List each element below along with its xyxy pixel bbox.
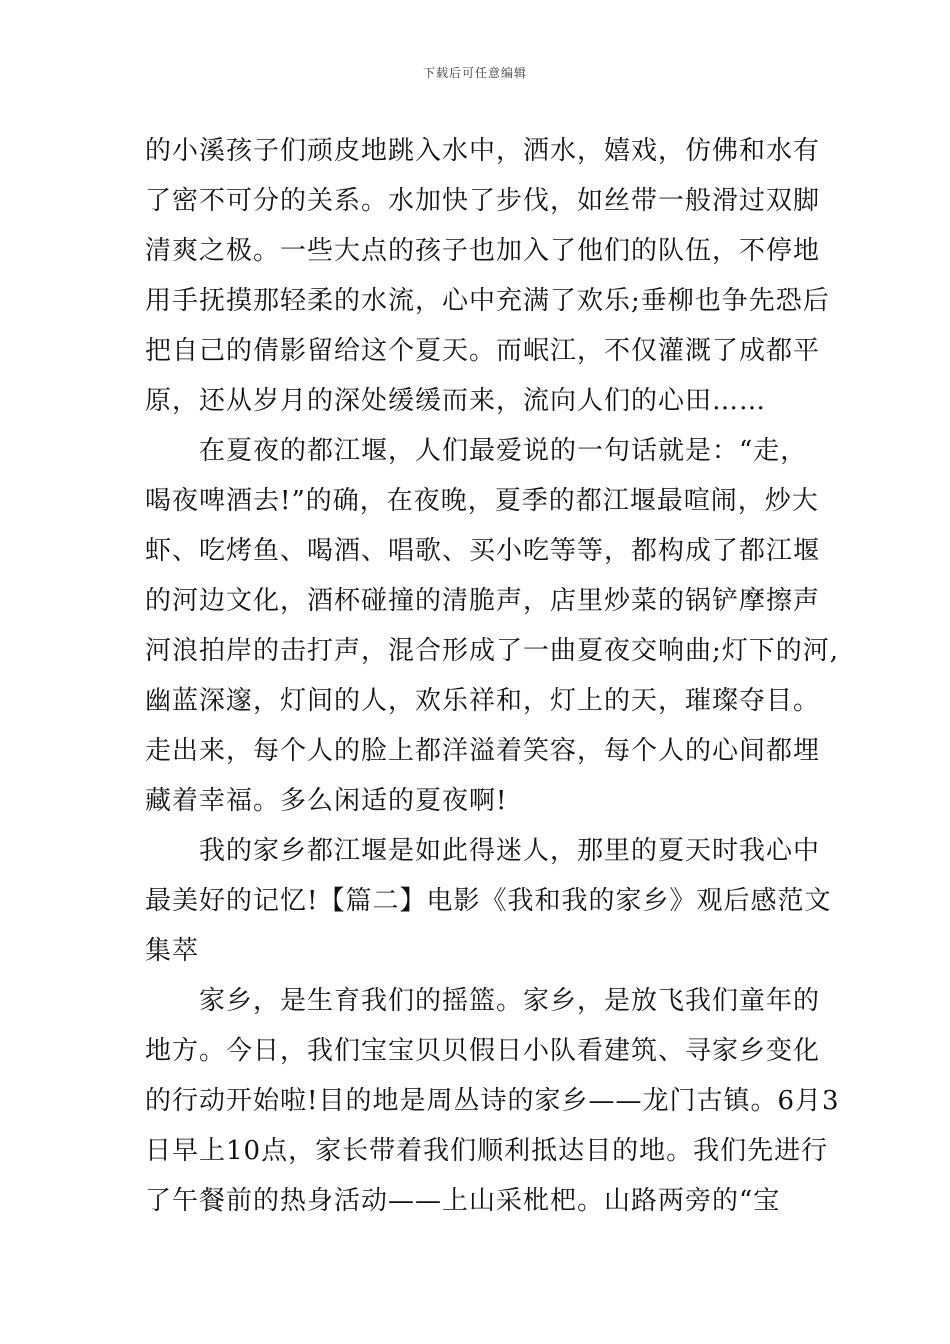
text-line: 日早上10点，家长带着我们顺利抵达目的地。我们先进行 [145,1136,829,1166]
text-line: 藏着幸福。多么闲适的夏夜啊! [145,786,508,816]
text-line: 用手抚摸那轻柔的水流，心中充满了欢乐;垂柳也争先恐后 [145,286,830,316]
text-line: 河浪拍岸的击打声，混合形成了一曲夏夜交响曲;灯下的河, [145,636,840,666]
text-line: 了午餐前的热身活动——上山采枇杷。山路两旁的“宝 [145,1186,781,1216]
text-line: 把自己的倩影留给这个夏天。而岷江，不仅灌溉了成都平 [145,336,821,366]
text-line: 的行动开始啦!目的地是周丛诗的家乡——龙门古镇。6月3 [145,1086,840,1116]
text-line: 地方。今日，我们宝宝贝贝假日小队看建筑、寻家乡变化 [145,1036,821,1066]
text-line: 的小溪孩子们顽皮地跳入水中，洒水，嬉戏，仿佛和水有 [145,136,821,166]
page-header: 下载后可任意编辑 [422,66,527,80]
text-line: 喝夜啤酒去!”的确，在夜晚，夏季的都江堰最喧闹，炒大 [145,486,819,516]
text-line: 虾、吃烤鱼、喝酒、唱歌、买小吃等等，都构成了都江堰 [145,536,821,566]
text-line: 清爽之极。一些大点的孩子也加入了他们的队伍，不停地 [145,236,821,266]
paragraph [145,976,840,1226]
document-body [145,126,840,1226]
text-line: 幽蓝深邃，灯间的人，欢乐祥和，灯上的天，璀璨夺目。 [145,686,821,716]
text-line: 集萃 [145,936,200,966]
paragraph [145,126,835,426]
text-line: 了密不可分的关系。水加快了步伐，如丝带一般滑过双脚 [145,186,821,216]
text-line: 在夏夜的都江堰，人们最爱说的一句话就是：“走， [199,436,808,466]
text-line: 走出来，每个人的脸上都洋溢着笑容，每个人的心间都埋 [145,736,821,766]
text-line: 最美好的记忆!【篇二】电影《我和我的家乡》观后感范文 [145,886,832,916]
text-line: 原，还从岁月的深处缓缓而来，流向人们的心田…… [145,386,767,416]
paragraph [145,826,835,976]
paragraph [145,426,840,826]
text-line: 家乡，是生育我们的摇篮。家乡，是放飞我们童年的 [199,986,821,1016]
text-line: 的河边文化，酒杯碰撞的清脆声，店里炒菜的锅铲摩擦声 [145,586,821,616]
text-line: 我的家乡都江堰是如此得迷人，那里的夏天时我心中 [199,836,821,866]
